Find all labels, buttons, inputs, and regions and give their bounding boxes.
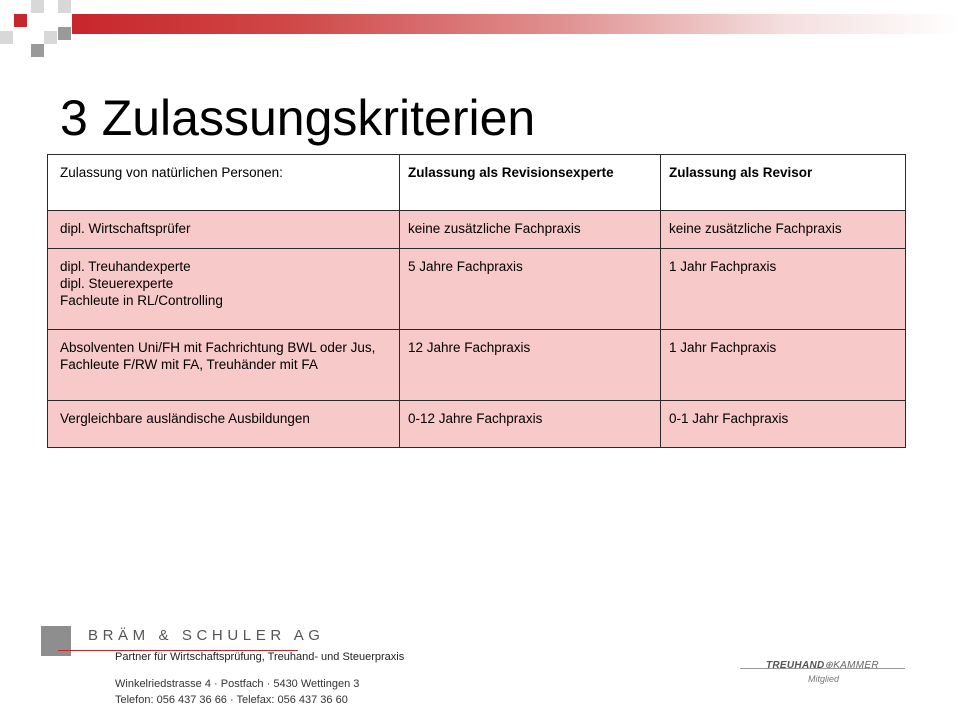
membership-org-part1: TREUHAND <box>766 660 825 671</box>
deco-square-light <box>31 0 44 13</box>
header-gradient-bar <box>72 14 960 34</box>
table-cell: 12 Jahre Fachpraxis <box>400 330 661 401</box>
table-cell: 0-12 Jahre Fachpraxis <box>400 401 661 448</box>
table-cell: 0-1 Jahr Fachpraxis <box>661 401 906 448</box>
firm-logo-square <box>41 626 71 656</box>
table-cell: 1 Jahr Fachpraxis <box>661 330 906 401</box>
table-cell-line: dipl. Steuerexperte <box>60 276 174 291</box>
table-cell: Absolventen Uni/FH mit Fachrichtung BWL oder Jus, Fachleute F/RW mit FA, Treuhänder mit FA <box>48 330 400 401</box>
table-cell: keine zusätzliche Fachpraxis <box>661 211 906 249</box>
table-cell-line: dipl. Treuhandexperte <box>60 259 191 274</box>
table-cell: dipl. Wirtschaftsprüfer <box>48 211 400 249</box>
firm-contact <box>115 676 359 708</box>
firm-address: Winkelriedstrasse 4 · Postfach · 5430 Wettingen 3 <box>115 678 360 690</box>
firm-phone: Telefon: 056 437 36 66 · Telefax: 056 437 36 60 <box>115 694 348 706</box>
deco-square-grey <box>31 44 44 57</box>
criteria-table <box>47 154 906 448</box>
table-row <box>48 401 906 448</box>
table-cell-line: Fachleute in RL/Controlling <box>60 293 223 308</box>
deco-square-grey <box>58 27 71 40</box>
firm-tagline: Partner für Wirtschaftsprüfung, Treuhand- und Steuerpraxis <box>115 651 405 663</box>
deco-square-light <box>58 0 71 13</box>
table-row <box>48 211 906 249</box>
firm-name: BRÄM & SCHULER AG <box>88 627 325 644</box>
membership-org-part2: KAMMER <box>833 660 879 671</box>
membership-org <box>766 660 879 671</box>
page-title: 3 Zulassungskriterien <box>60 90 536 146</box>
membership-symbol-icon: ⊕ <box>824 660 834 671</box>
deco-square-light <box>44 31 57 44</box>
membership-label: Mitglied <box>808 674 840 684</box>
table-cell: Vergleichbare ausländische Ausbildungen <box>48 401 400 448</box>
table-header-cell: Zulassung als Revisionsexperte <box>400 155 661 211</box>
table-header-cell: Zulassung von natürlichen Personen: <box>48 155 400 211</box>
table-row <box>48 249 906 330</box>
table-header-row <box>48 155 906 211</box>
table-cell: 1 Jahr Fachpraxis <box>661 249 906 330</box>
table-header-cell: Zulassung als Revisor <box>661 155 906 211</box>
table-cell <box>48 249 400 330</box>
table-row <box>48 330 906 401</box>
table-cell: 5 Jahre Fachpraxis <box>400 249 661 330</box>
table-cell: keine zusätzliche Fachpraxis <box>400 211 661 249</box>
deco-square-red <box>14 14 27 27</box>
deco-square-light <box>0 31 13 44</box>
